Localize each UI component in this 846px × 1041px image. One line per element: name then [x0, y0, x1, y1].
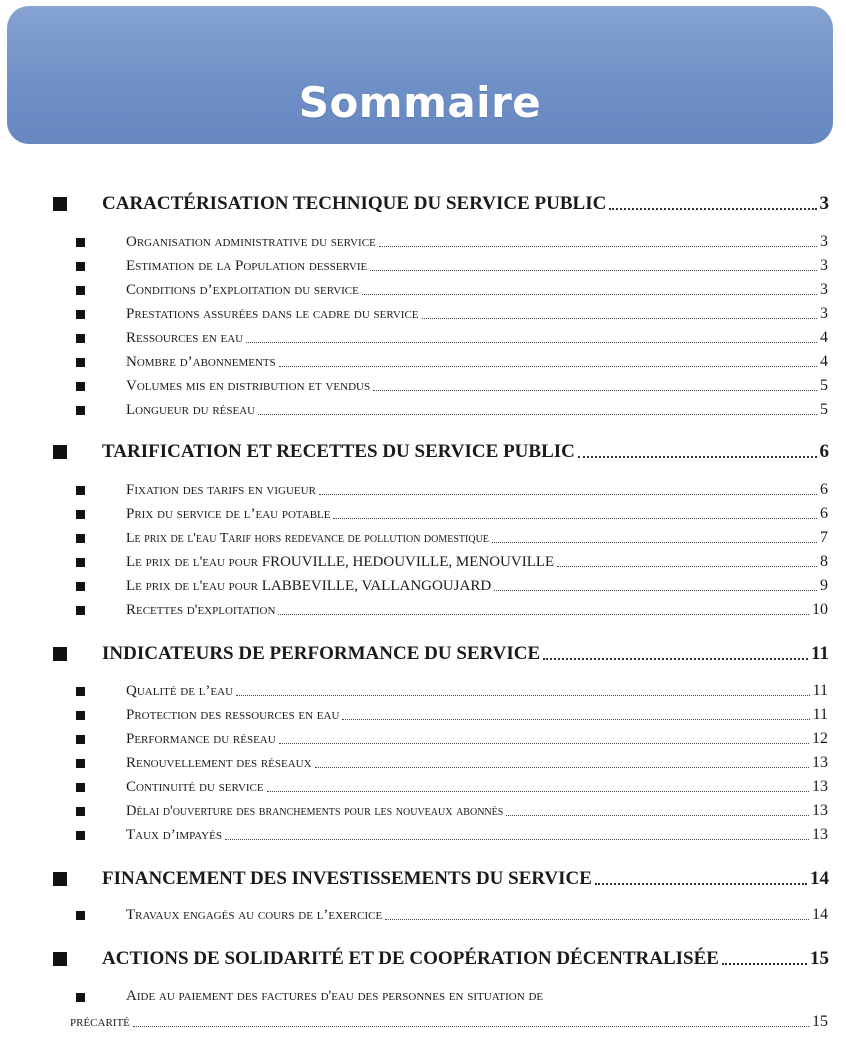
section-title: INDICATEURS DE PERFORMANCE DU SERVICE: [102, 643, 541, 664]
dot-leader: [133, 1026, 809, 1027]
page-number: 4: [820, 353, 828, 370]
item-label: Longueur du réseau: [126, 402, 256, 418]
page-number: 4: [820, 329, 828, 346]
page-number: 6: [820, 505, 828, 522]
item-label: Organisation administrative du service: [126, 234, 376, 250]
page-title: Sommaire: [298, 77, 542, 127]
toc-item[interactable]: [126, 682, 828, 700]
toc-item[interactable]: [126, 577, 828, 595]
page-number: 13: [812, 802, 828, 819]
page-number: 3: [820, 305, 828, 322]
toc-section[interactable]: [102, 948, 829, 970]
dot-leader: [225, 839, 809, 840]
item-label: Aide au paiement des factures d'eau des personnes en situation de: [126, 988, 544, 1004]
section-bullet-icon: [53, 872, 67, 886]
dot-leader: [609, 208, 816, 210]
dot-leader: [578, 456, 817, 458]
section-bullet-icon: [53, 952, 67, 966]
page-number: 13: [812, 826, 828, 843]
dot-leader: [370, 270, 817, 271]
page-number: 5: [820, 377, 828, 394]
page-number: 12: [812, 730, 828, 747]
dot-leader: [278, 614, 809, 615]
item-label: Travaux engagés au cours de l’exercice: [126, 907, 383, 923]
item-bullet-icon: [76, 606, 85, 615]
dot-leader: [595, 883, 807, 885]
page-number: 10: [812, 601, 828, 618]
page-number: 15: [810, 948, 829, 969]
dot-leader: [506, 815, 809, 816]
toc-item[interactable]: [126, 281, 828, 299]
dot-leader: [236, 695, 810, 696]
toc-item[interactable]: [126, 233, 828, 251]
toc-item[interactable]: [126, 778, 828, 796]
item-label: Performance du réseau: [126, 731, 276, 747]
dot-leader: [379, 246, 817, 247]
item-label: Le prix de l'eau pour LABBEVILLE, VALLANGOUJARD: [126, 578, 492, 594]
dot-leader: [267, 791, 809, 792]
item-bullet-icon: [76, 582, 85, 591]
page-number: 11: [812, 706, 828, 723]
section-title: FINANCEMENT DES INVESTISSEMENTS DU SERVICE: [102, 868, 592, 889]
item-bullet-icon: [76, 993, 85, 1002]
dot-leader: [557, 566, 817, 567]
toc-section[interactable]: [102, 643, 829, 665]
dot-leader: [385, 919, 809, 920]
page-number: 7: [820, 529, 828, 546]
page-number: 13: [812, 754, 828, 771]
section-bullet-icon: [53, 647, 67, 661]
toc-item[interactable]: [126, 329, 828, 347]
dot-leader: [279, 366, 817, 367]
item-bullet-icon: [76, 358, 85, 367]
item-bullet-icon: [76, 310, 85, 319]
dot-leader: [333, 518, 817, 519]
dot-leader: [543, 658, 808, 660]
item-label: Nombre d’abonnements: [126, 354, 276, 370]
page-number: 8: [820, 553, 828, 570]
item-label: Protection des ressources en eau: [126, 707, 340, 723]
item-bullet-icon: [76, 510, 85, 519]
toc-item[interactable]: [126, 257, 828, 275]
dot-leader: [279, 743, 809, 744]
item-bullet-icon: [76, 831, 85, 840]
dot-leader: [246, 342, 817, 343]
item-bullet-icon: [76, 286, 85, 295]
item-label: Prix du service de l’eau potable: [126, 506, 331, 522]
section-title: TARIFICATION ET RECETTES DU SERVICE PUBLIC: [102, 441, 575, 462]
item-bullet-icon: [76, 711, 85, 720]
item-label: Le prix de l'eau Tarif hors redevance de pollution domestique: [126, 531, 489, 546]
toc-section[interactable]: [102, 441, 829, 463]
page-number: 11: [812, 682, 828, 699]
page-number: 15: [812, 1013, 828, 1030]
section-bullet-icon: [53, 197, 67, 211]
item-bullet-icon: [76, 238, 85, 247]
item-bullet-icon: [76, 735, 85, 744]
page-number: 3: [819, 193, 829, 214]
toc-item[interactable]: [126, 401, 828, 419]
item-bullet-icon: [76, 759, 85, 768]
toc-item[interactable]: [126, 353, 828, 371]
item-label: Fixation des tarifs en vigueur: [126, 482, 316, 498]
dot-leader: [315, 767, 809, 768]
dot-leader: [342, 719, 809, 720]
toc-item[interactable]: [126, 706, 828, 724]
section-bullet-icon: [53, 445, 67, 459]
item-bullet-icon: [76, 534, 85, 543]
dot-leader: [258, 414, 817, 415]
item-bullet-icon: [76, 262, 85, 271]
toc-item[interactable]: [126, 601, 828, 619]
page-number: 13: [812, 778, 828, 795]
item-label: Recettes d'exploitation: [126, 602, 276, 618]
toc-item[interactable]: [126, 505, 828, 523]
dot-leader: [319, 494, 817, 495]
toc-section[interactable]: [102, 868, 829, 890]
toc-item-line1[interactable]: [126, 988, 543, 1005]
section-title: ACTIONS DE SOLIDARITÉ ET DE COOPÉRATION DÉCENTRALISÉE: [102, 948, 719, 969]
item-label: Le prix de l'eau pour FROUVILLE, HEDOUVILLE, MENOUVILLE: [126, 554, 555, 570]
page-number: 5: [820, 401, 828, 418]
toc-item[interactable]: [126, 481, 828, 499]
item-label: Conditions d’exploitation du service: [126, 282, 359, 298]
dot-leader: [494, 590, 817, 591]
page-number: 11: [811, 643, 829, 664]
item-label: Ressources en eau: [126, 330, 244, 346]
toc-section[interactable]: [102, 193, 829, 215]
item-label: Taux d’impayés: [126, 827, 222, 843]
item-bullet-icon: [76, 807, 85, 816]
page-number: 6: [820, 481, 828, 498]
item-label: Estimation de la Population desservie: [126, 258, 368, 274]
item-label-continued: précarité: [70, 1014, 130, 1030]
toc-item[interactable]: [126, 802, 828, 820]
item-bullet-icon: [76, 783, 85, 792]
section-title: CARACTÉRISATION TECHNIQUE DU SERVICE PUBLIC: [102, 193, 607, 214]
toc-item[interactable]: [126, 754, 828, 772]
toc-item[interactable]: [126, 529, 828, 547]
toc-item-line2[interactable]: [70, 1013, 828, 1031]
toc-item[interactable]: [126, 553, 828, 571]
dot-leader: [722, 963, 807, 965]
item-bullet-icon: [76, 406, 85, 415]
toc-item[interactable]: [126, 730, 828, 748]
page-number: 3: [820, 233, 828, 250]
page-number: 14: [812, 906, 828, 923]
page-number: 9: [820, 577, 828, 594]
item-bullet-icon: [76, 334, 85, 343]
item-bullet-icon: [76, 911, 85, 920]
item-label: Délai d'ouverture des branchements pour les nouveaux abonnés: [126, 803, 504, 819]
page-number: 3: [820, 257, 828, 274]
dot-leader: [422, 318, 818, 319]
toc-item[interactable]: [126, 305, 828, 323]
item-bullet-icon: [76, 687, 85, 696]
item-bullet-icon: [76, 382, 85, 391]
dot-leader: [362, 294, 817, 295]
item-label: Prestations assurées dans le cadre du service: [126, 306, 419, 322]
item-label: Renouvellement des réseaux: [126, 755, 312, 771]
dot-leader: [373, 390, 817, 391]
item-bullet-icon: [76, 486, 85, 495]
page-number: 14: [810, 868, 829, 889]
item-label: Volumes mis en distribution et vendus: [126, 378, 371, 394]
toc-item[interactable]: [126, 377, 828, 395]
page-number: 6: [819, 441, 829, 462]
toc-item[interactable]: [126, 906, 828, 924]
item-label: Continuité du service: [126, 779, 264, 795]
page-number: 3: [820, 281, 828, 298]
dot-leader: [492, 542, 817, 543]
item-bullet-icon: [76, 558, 85, 567]
item-label: Qualité de l’eau: [126, 683, 234, 699]
toc-item[interactable]: [126, 826, 828, 844]
